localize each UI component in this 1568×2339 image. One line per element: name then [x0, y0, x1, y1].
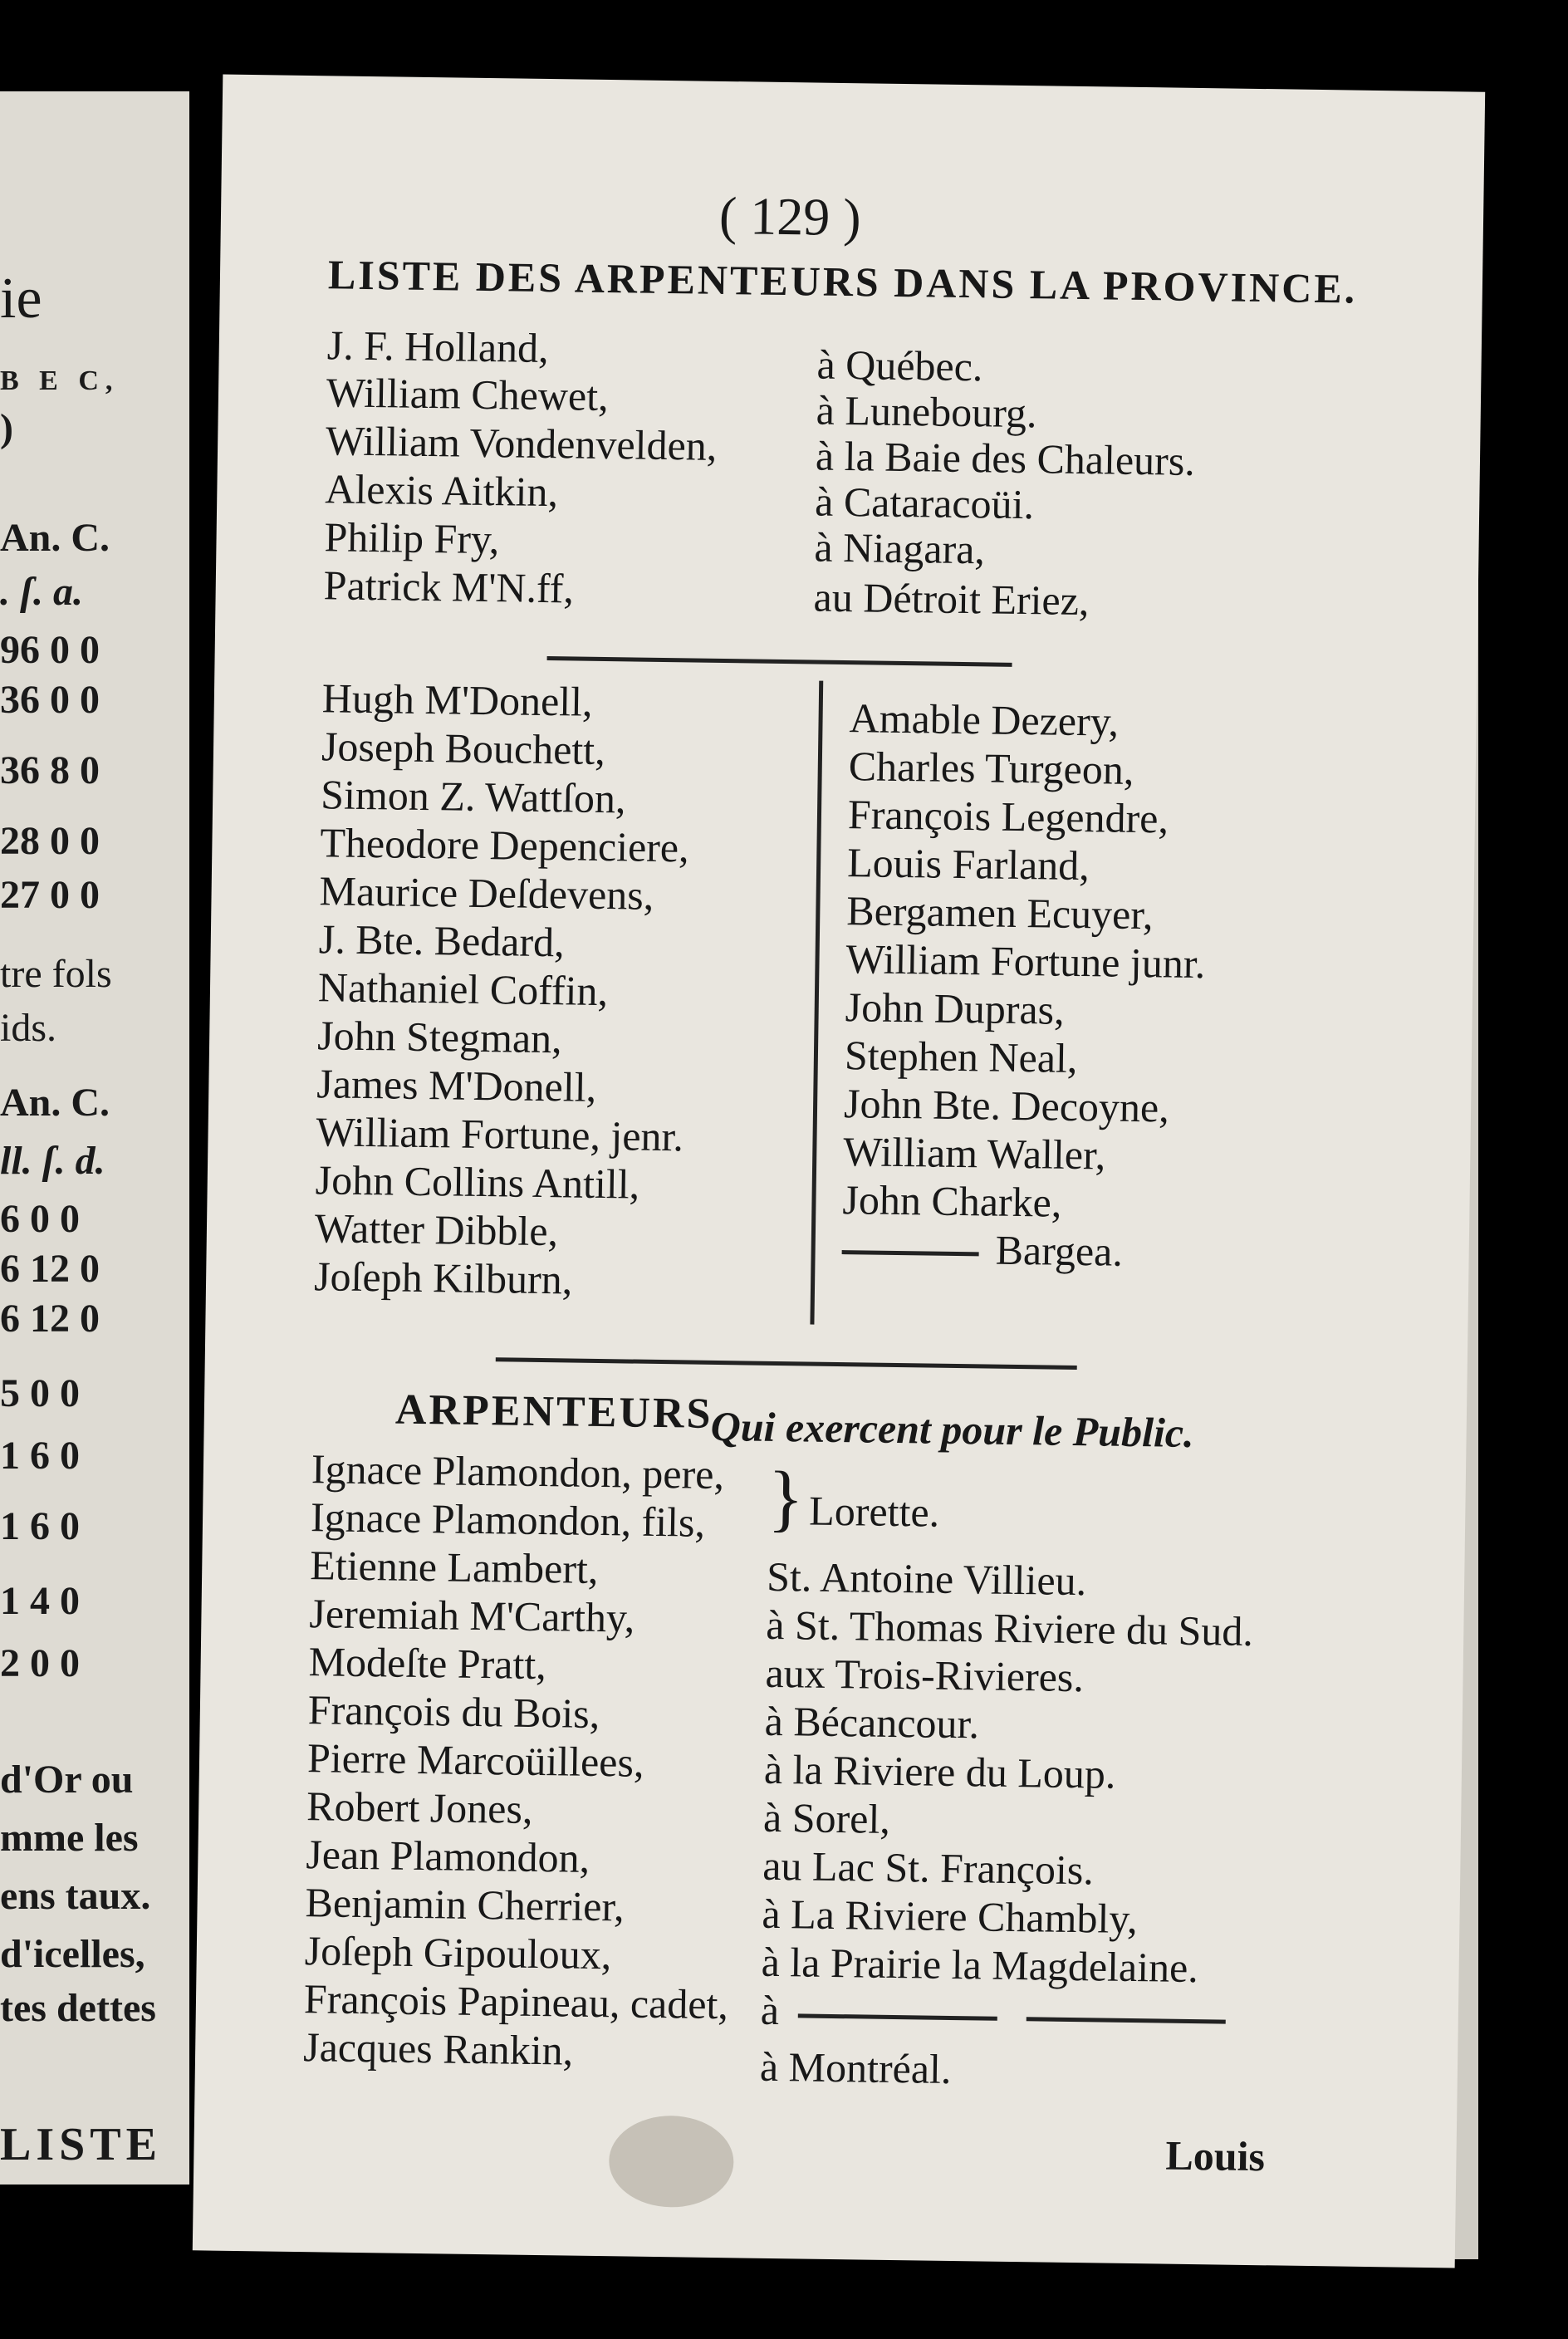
surveyor-name: Amable Dezery,	[849, 694, 1120, 745]
left-fragment-line: 1 4 0	[0, 1579, 80, 1623]
surveyor-name: Joſeph Kilburn,	[313, 1253, 573, 1303]
left-fragment-line: ie	[0, 267, 42, 331]
surveyor-name: James M'Donell,	[316, 1060, 597, 1111]
surveyor-name: John Charke,	[842, 1176, 1062, 1226]
left-fragment-line: . ſ. a.	[0, 570, 83, 614]
surveyor-name: Joſeph Gipouloux,	[304, 1927, 612, 1979]
surveyor-name: François du Bois,	[307, 1686, 600, 1738]
surveyor-place: à Bécancour.	[764, 1697, 980, 1748]
surveyor-place: à Québec.	[816, 341, 983, 390]
surveyor-name: William Fortune junr.	[845, 935, 1206, 988]
left-fragment-line: 6 12 0	[0, 1247, 100, 1291]
surveyor-place: à la Prairie la Magdelaine.	[761, 1938, 1199, 1992]
surveyor-name: Hugh M'Donell,	[321, 674, 593, 725]
paper-stain	[609, 2115, 735, 2208]
left-fragment-line: LISTE	[0, 2119, 162, 2170]
surveyor-name: François Papineau, cadet,	[303, 1975, 729, 2028]
surveyor-name: Modeſte Pratt,	[308, 1638, 547, 1689]
list-title: LISTE DES ARPENTEURS DANS LA PROVINCE.	[327, 251, 1358, 312]
left-fragment-line: tre fols	[0, 952, 112, 996]
surveyor-name: John Dupras,	[845, 983, 1066, 1033]
catchword: Louis	[1165, 2131, 1266, 2180]
left-fragment-line: 6 0 0	[0, 1197, 80, 1241]
surveyor-place: à La Riviere Chambly,	[762, 1890, 1139, 1943]
surveyor-name: J. F. Holland,	[326, 321, 550, 372]
left-page-fragment	[0, 91, 189, 2185]
surveyor-name: Bargea.	[995, 1226, 1124, 1275]
surveyor-name: Alexis Aitkin,	[325, 465, 559, 516]
surveyor-name: Benjamin Cherrier,	[305, 1879, 625, 1930]
surveyor-place: à Cataracoüi.	[814, 478, 1035, 528]
surveyor-name: Ignace Plamondon, fils,	[310, 1493, 706, 1546]
surveyor-name: John Stegman,	[316, 1012, 563, 1062]
left-fragment-line: )	[0, 406, 13, 450]
surveyor-place: St. Antoine Villieu.	[766, 1552, 1087, 1605]
surveyor-name: Philip Fry,	[324, 513, 500, 563]
left-fragment-line: ids.	[0, 1006, 57, 1050]
surveyor-place: à Lunebourg.	[816, 386, 1037, 437]
surveyor-place: à Niagara,	[814, 523, 986, 573]
left-fragment-line: 5 0 0	[0, 1371, 80, 1415]
left-fragment-line: 6 12 0	[0, 1297, 100, 1341]
surveyor-name: Bergamen Ecuyer,	[845, 887, 1154, 939]
left-fragment-line: An. C.	[0, 1081, 110, 1125]
left-fragment-line: ll. ſ. d.	[0, 1139, 105, 1183]
left-fragment-line: 27 0 0	[0, 873, 100, 917]
main-page	[193, 75, 1485, 2268]
surveyor-name: William Chewet,	[326, 369, 609, 420]
surveyor-name: Charles Turgeon,	[848, 743, 1134, 793]
surveyor-place: à la Riviere du Loup.	[763, 1745, 1116, 1797]
brace-icon: }	[767, 1456, 805, 1540]
surveyor-name: Stephen Neal,	[844, 1032, 1078, 1081]
surveyor-name: J. Bte. Bedard,	[318, 915, 565, 966]
left-fragment-line: ens taux.	[0, 1874, 151, 1918]
surveyor-place: au Lac St. François.	[762, 1841, 1095, 1894]
surveyor-place: aux Trois-Rivieres.	[765, 1649, 1085, 1701]
left-fragment-line: 2 0 0	[0, 1641, 80, 1685]
surveyor-name: William Waller,	[842, 1128, 1106, 1179]
surveyor-name: Jeremiah M'Carthy,	[309, 1590, 635, 1641]
surveyor-place: à la Baie des Chaleurs.	[815, 432, 1196, 484]
surveyor-name: Ignace Plamondon, pere,	[311, 1445, 725, 1498]
left-fragment-line: An. C.	[0, 516, 110, 560]
surveyor-name: Robert Jones,	[306, 1782, 533, 1832]
left-fragment-line: 96 0 0	[0, 628, 100, 672]
left-fragment-line: mme les	[0, 1816, 139, 1860]
surveyor-place: à	[760, 1986, 780, 2034]
left-fragment-line: 28 0 0	[0, 819, 100, 863]
left-fragment-line: 1 6 0	[0, 1504, 80, 1548]
surveyor-name: Pierre Marcoüillees,	[306, 1734, 644, 1786]
left-fragment-line: d'icelles,	[0, 1932, 145, 1976]
surveyor-name: Simon Z. Wattſon,	[320, 771, 626, 822]
surveyor-name: Nathaniel Coffin,	[317, 964, 609, 1015]
blank-dash	[842, 1250, 979, 1256]
blank-dash	[1027, 2017, 1226, 2023]
section-divider	[496, 1357, 1077, 1370]
surveyor-place: à Sorel,	[762, 1793, 891, 1842]
page-number: ( 129 )	[718, 185, 862, 248]
left-fragment-line: 36 8 0	[0, 748, 100, 792]
surveyor-name: William Vondenvelden,	[325, 417, 718, 469]
left-fragment-line: d'Or ou	[0, 1758, 134, 1802]
left-fragment-line: 36 0 0	[0, 678, 100, 722]
surveyor-name: John Collins Antill,	[315, 1156, 640, 1208]
section-heading: ARPENTEURS	[394, 1385, 713, 1438]
section-divider	[547, 656, 1012, 667]
surveyor-name: John Bte. Decoyne,	[843, 1080, 1170, 1131]
surveyor-name: Jean Plamondon,	[306, 1831, 590, 1881]
surveyor-name: Patrick M'N.ff,	[323, 561, 575, 612]
surveyor-place: à Montréal.	[759, 2042, 952, 2092]
left-fragment-line: B E C,	[0, 365, 120, 396]
surveyor-name: William Fortune, jenr.	[316, 1108, 684, 1160]
surveyor-name: Maurice Deſdevens,	[319, 867, 654, 919]
surveyor-name: François Legendre,	[847, 791, 1169, 842]
surveyor-name: Louis Farland,	[846, 839, 1090, 890]
surveyor-place: au Détroit Eriez,	[813, 573, 1090, 625]
surveyor-place: Lorette.	[808, 1487, 940, 1536]
surveyor-name: Jacques Rankin,	[302, 2023, 574, 2074]
blank-dash	[798, 2013, 997, 2020]
surveyor-name: Theodore Depenciere,	[320, 819, 690, 871]
surveyor-name: Watter Dibble,	[314, 1204, 559, 1255]
surveyor-name: Joseph Bouchett,	[321, 723, 606, 774]
left-fragment-line: tes dettes	[0, 1986, 156, 2030]
left-fragment-line: 1 6 0	[0, 1434, 80, 1478]
surveyor-place: à St. Thomas Riviere du Sud.	[765, 1601, 1254, 1655]
surveyor-name: Etienne Lambert,	[309, 1542, 599, 1592]
section-subheading: Qui exercent pour le Public.	[710, 1402, 1194, 1456]
column-divider	[810, 681, 823, 1325]
